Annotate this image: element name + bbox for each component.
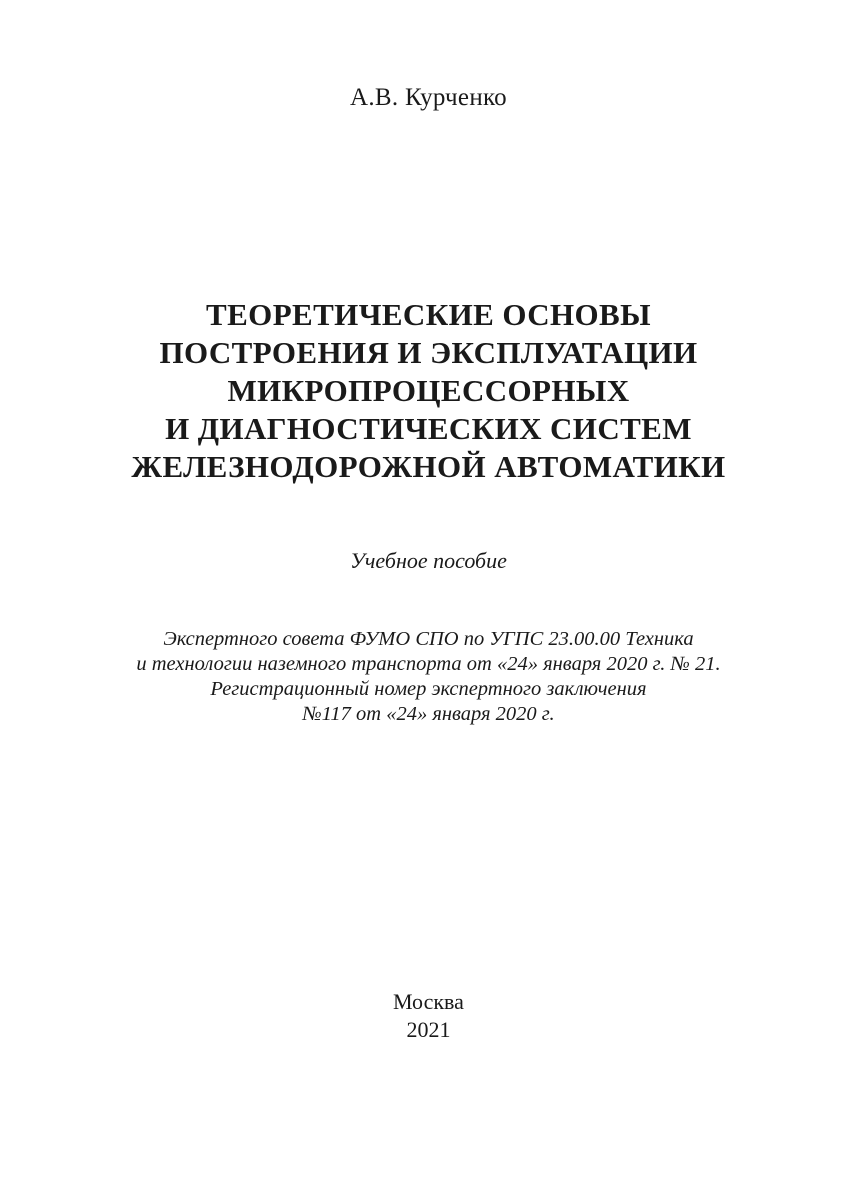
title-line: ТЕОРЕТИЧЕСКИЕ ОСНОВЫ	[206, 297, 651, 332]
approval-line: и технологии наземного транспорта от «24» января 2020 г. № 21.	[136, 653, 721, 675]
title-line: И ДИАГНОСТИЧЕСКИХ СИСТЕМ	[165, 411, 692, 446]
approval-line: №117 от «24» января 2020 г.	[302, 703, 555, 725]
approval-line: Регистрационный номер экспертного заключения	[210, 678, 647, 700]
title-line: ПОСТРОЕНИЯ И ЭКСПЛУАТАЦИИ	[159, 335, 698, 370]
book-title	[0, 296, 857, 486]
title-line: МИКРОПРОЦЕССОРНЫХ	[227, 373, 630, 408]
title-line: ЖЕЛЕЗНОДОРОЖНОЙ АВТОМАТИКИ	[131, 449, 726, 484]
approval-line: Экспертного совета ФУМО СПО по УГПС 23.00.00 Техника	[163, 628, 694, 650]
imprint	[0, 988, 857, 1044]
approval-note	[0, 627, 857, 727]
publication-city: Москва	[393, 989, 464, 1014]
book-subtitle: Учебное пособие	[350, 548, 507, 573]
author-name: А.В. Курченко	[350, 84, 507, 111]
publication-year: 2021	[406, 1017, 451, 1042]
